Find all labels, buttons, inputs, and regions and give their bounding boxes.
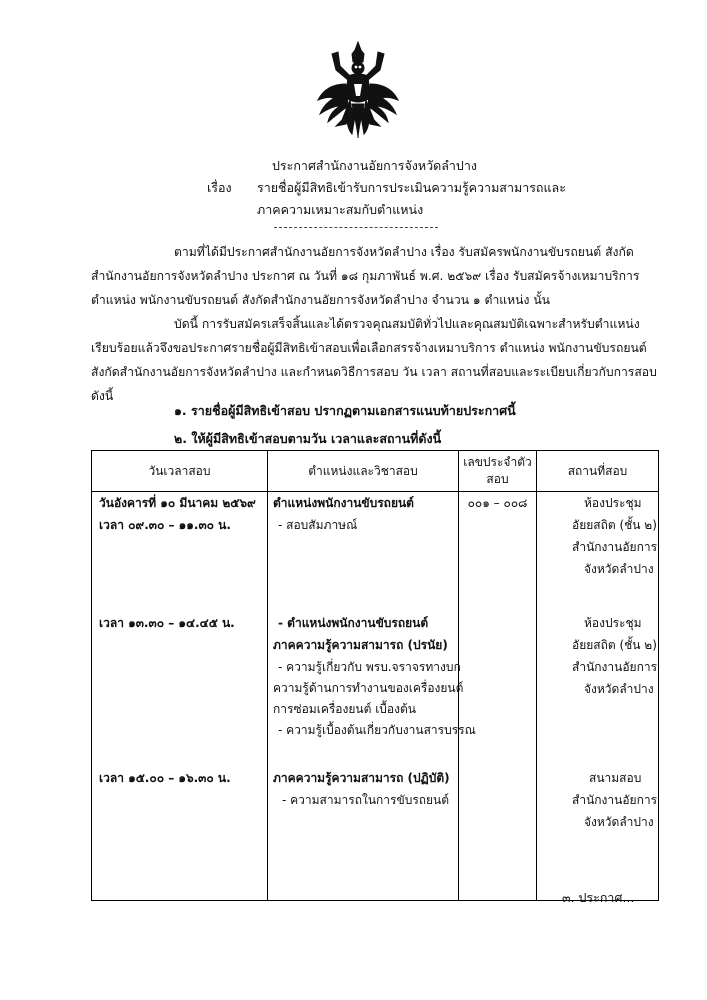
venue-2-line-3: สำนักงานอัยการ: [572, 660, 658, 674]
cell-exam-id: [459, 492, 537, 901]
venue-2-line-1: ห้องประชุม: [584, 616, 642, 630]
venue-3-line-1: สนามสอบ: [589, 771, 642, 785]
paragraph-2-line-3: สังกัดสำนักงานอัยการจังหวัดลำปาง และกำหนดวิธีการสอบ วัน เวลา สถานที่สอบและระเบียบเกี่ยวกับการสอบ: [91, 365, 657, 379]
table-row: [92, 492, 659, 901]
cell-venue: [537, 492, 659, 901]
venue-1-line-1: ห้องประชุม: [584, 496, 642, 510]
header-position-subject: ตำแหน่งและวิชาสอบ: [268, 451, 459, 492]
continuation-note: ๓. ประกาศ...: [562, 890, 635, 905]
header-exam-id-line-1: เลขประจำตัว: [463, 455, 532, 469]
venue-2-line-2: อัยยสถิต (ชั้น ๒): [572, 638, 657, 652]
venue-1-line-4: จังหวัดลำปาง: [584, 562, 654, 576]
session-2-line-3: การซ่อมเครื่องยนต์ เบื้องต้น: [273, 702, 416, 716]
announcement-title: ประกาศสำนักงานอัยการจังหวัดลำปาง: [272, 158, 477, 173]
header-exam-datetime: วันเวลาสอบ: [92, 451, 268, 492]
cell-position-subject: [268, 492, 476, 901]
session-2-line-4: - ความรู้เบื้องต้นเกี่ยวกับงานสารบรรณ: [278, 723, 476, 737]
header-divider: [274, 227, 438, 228]
paragraph-1-line-2: สำนักงานอัยการจังหวัดลำปาง ประกาศ ณ วันที่ ๑๘ กุมภาพันธ์ พ.ศ. ๒๕๖๙ เรื่อง รับสมัครจ้างเหมาบริการ: [91, 269, 640, 283]
exam-time-1: เวลา ๐๙.๓๐ – ๑๑.๓๐ น.: [99, 518, 231, 532]
session-2-title-2: ภาคความรู้ความสามารถ (ปรนัย): [273, 638, 448, 652]
exam-id-range: ๐๐๑ – ๐๐๘: [467, 496, 528, 510]
subject-line-2: ภาคความเหมาะสมกับตำแหน่ง: [257, 202, 424, 217]
paragraph-2-line-2: เรียบร้อยแล้วจึงขอประกาศรายชื่อผู้มีสิทธิเข้าสอบเพื่อเลือกสรรจ้างเหมาบริการ ตำแหน่ง พนักงานขับรถยนต์: [91, 341, 647, 355]
paragraph-1-line-3: ตำแหน่ง พนักงานขับรถยนต์ สังกัดสำนักงานอัยการจังหวัดลำปาง จำนวน ๑ ตำแหน่ง นั้น: [91, 293, 551, 307]
exam-date: วันอังคารที่ ๑๐ มีนาคม ๒๕๖๙: [99, 496, 256, 510]
header-exam-id: [459, 451, 537, 492]
header-exam-id-line-2: สอบ: [486, 472, 509, 486]
subject-label: เรื่อง: [207, 180, 232, 195]
venue-3-line-3: จังหวัดลำปาง: [584, 815, 654, 829]
garuda-emblem-icon: [316, 40, 400, 140]
session-1-item: - สอบสัมภาษณ์: [278, 518, 358, 532]
session-3-title: ภาคความรู้ความสามารถ (ปฏิบัติ): [273, 771, 450, 785]
exam-time-3: เวลา ๑๕.๐๐ – ๑๖.๓๐ น.: [99, 771, 231, 785]
header-exam-venue: สถานที่สอบ: [537, 451, 659, 492]
venue-1-line-2: อัยยสถิต (ชั้น ๒): [572, 518, 657, 532]
paragraph-1-line-1: ตามที่ได้มีประกาศสำนักงานอัยการจังหวัดลำปาง เรื่อง รับสมัครพนักงานขับรถยนต์ สังกัด: [174, 245, 634, 259]
venue-1-line-3: สำนักงานอัยการ: [572, 540, 658, 554]
cell-datetime: [92, 492, 268, 901]
venue-2-line-4: จังหวัดลำปาง: [584, 682, 654, 696]
item-2: ๒. ให้ผู้มีสิทธิเข้าสอบตามวัน เวลาและสถานที่ดังนี้: [174, 431, 442, 446]
session-2-line-1: - ความรู้เกี่ยวกับ พรบ.จราจรทางบก: [278, 660, 461, 674]
session-3-item: - ความสามารถในการขับรถยนต์: [282, 793, 450, 807]
item-1: ๑. รายชื่อผู้มีสิทธิเข้าสอบ ปรากฏตามเอกสารแนบท้ายประกาศนี้: [174, 403, 516, 418]
exam-time-2: เวลา ๑๓.๓๐ – ๑๔.๔๕ น.: [99, 616, 235, 630]
exam-schedule-table: [91, 450, 659, 901]
paragraph-2-line-1: บัดนี้ การรับสมัครเสร็จสิ้นและได้ตรวจคุณสมบัติทั่วไปและคุณสมบัติเฉพาะสำหรับตำแหน่ง: [174, 317, 640, 331]
session-1-title: ตำแหน่งพนักงานขับรถยนต์: [273, 496, 414, 510]
session-2-title-1: - ตำแหน่งพนักงานขับรถยนต์: [278, 616, 429, 630]
table-header-row: [92, 451, 659, 492]
paragraph-2-line-4: ดังนี้: [91, 389, 114, 403]
venue-3-line-2: สำนักงานอัยการ: [572, 793, 658, 807]
subject-line-1: รายชื่อผู้มีสิทธิเข้ารับการประเมินความรู้ความสามารถและ: [257, 180, 566, 195]
session-2-line-2: ความรู้ด้านการทำงานของเครื่องยนต์: [273, 681, 464, 695]
